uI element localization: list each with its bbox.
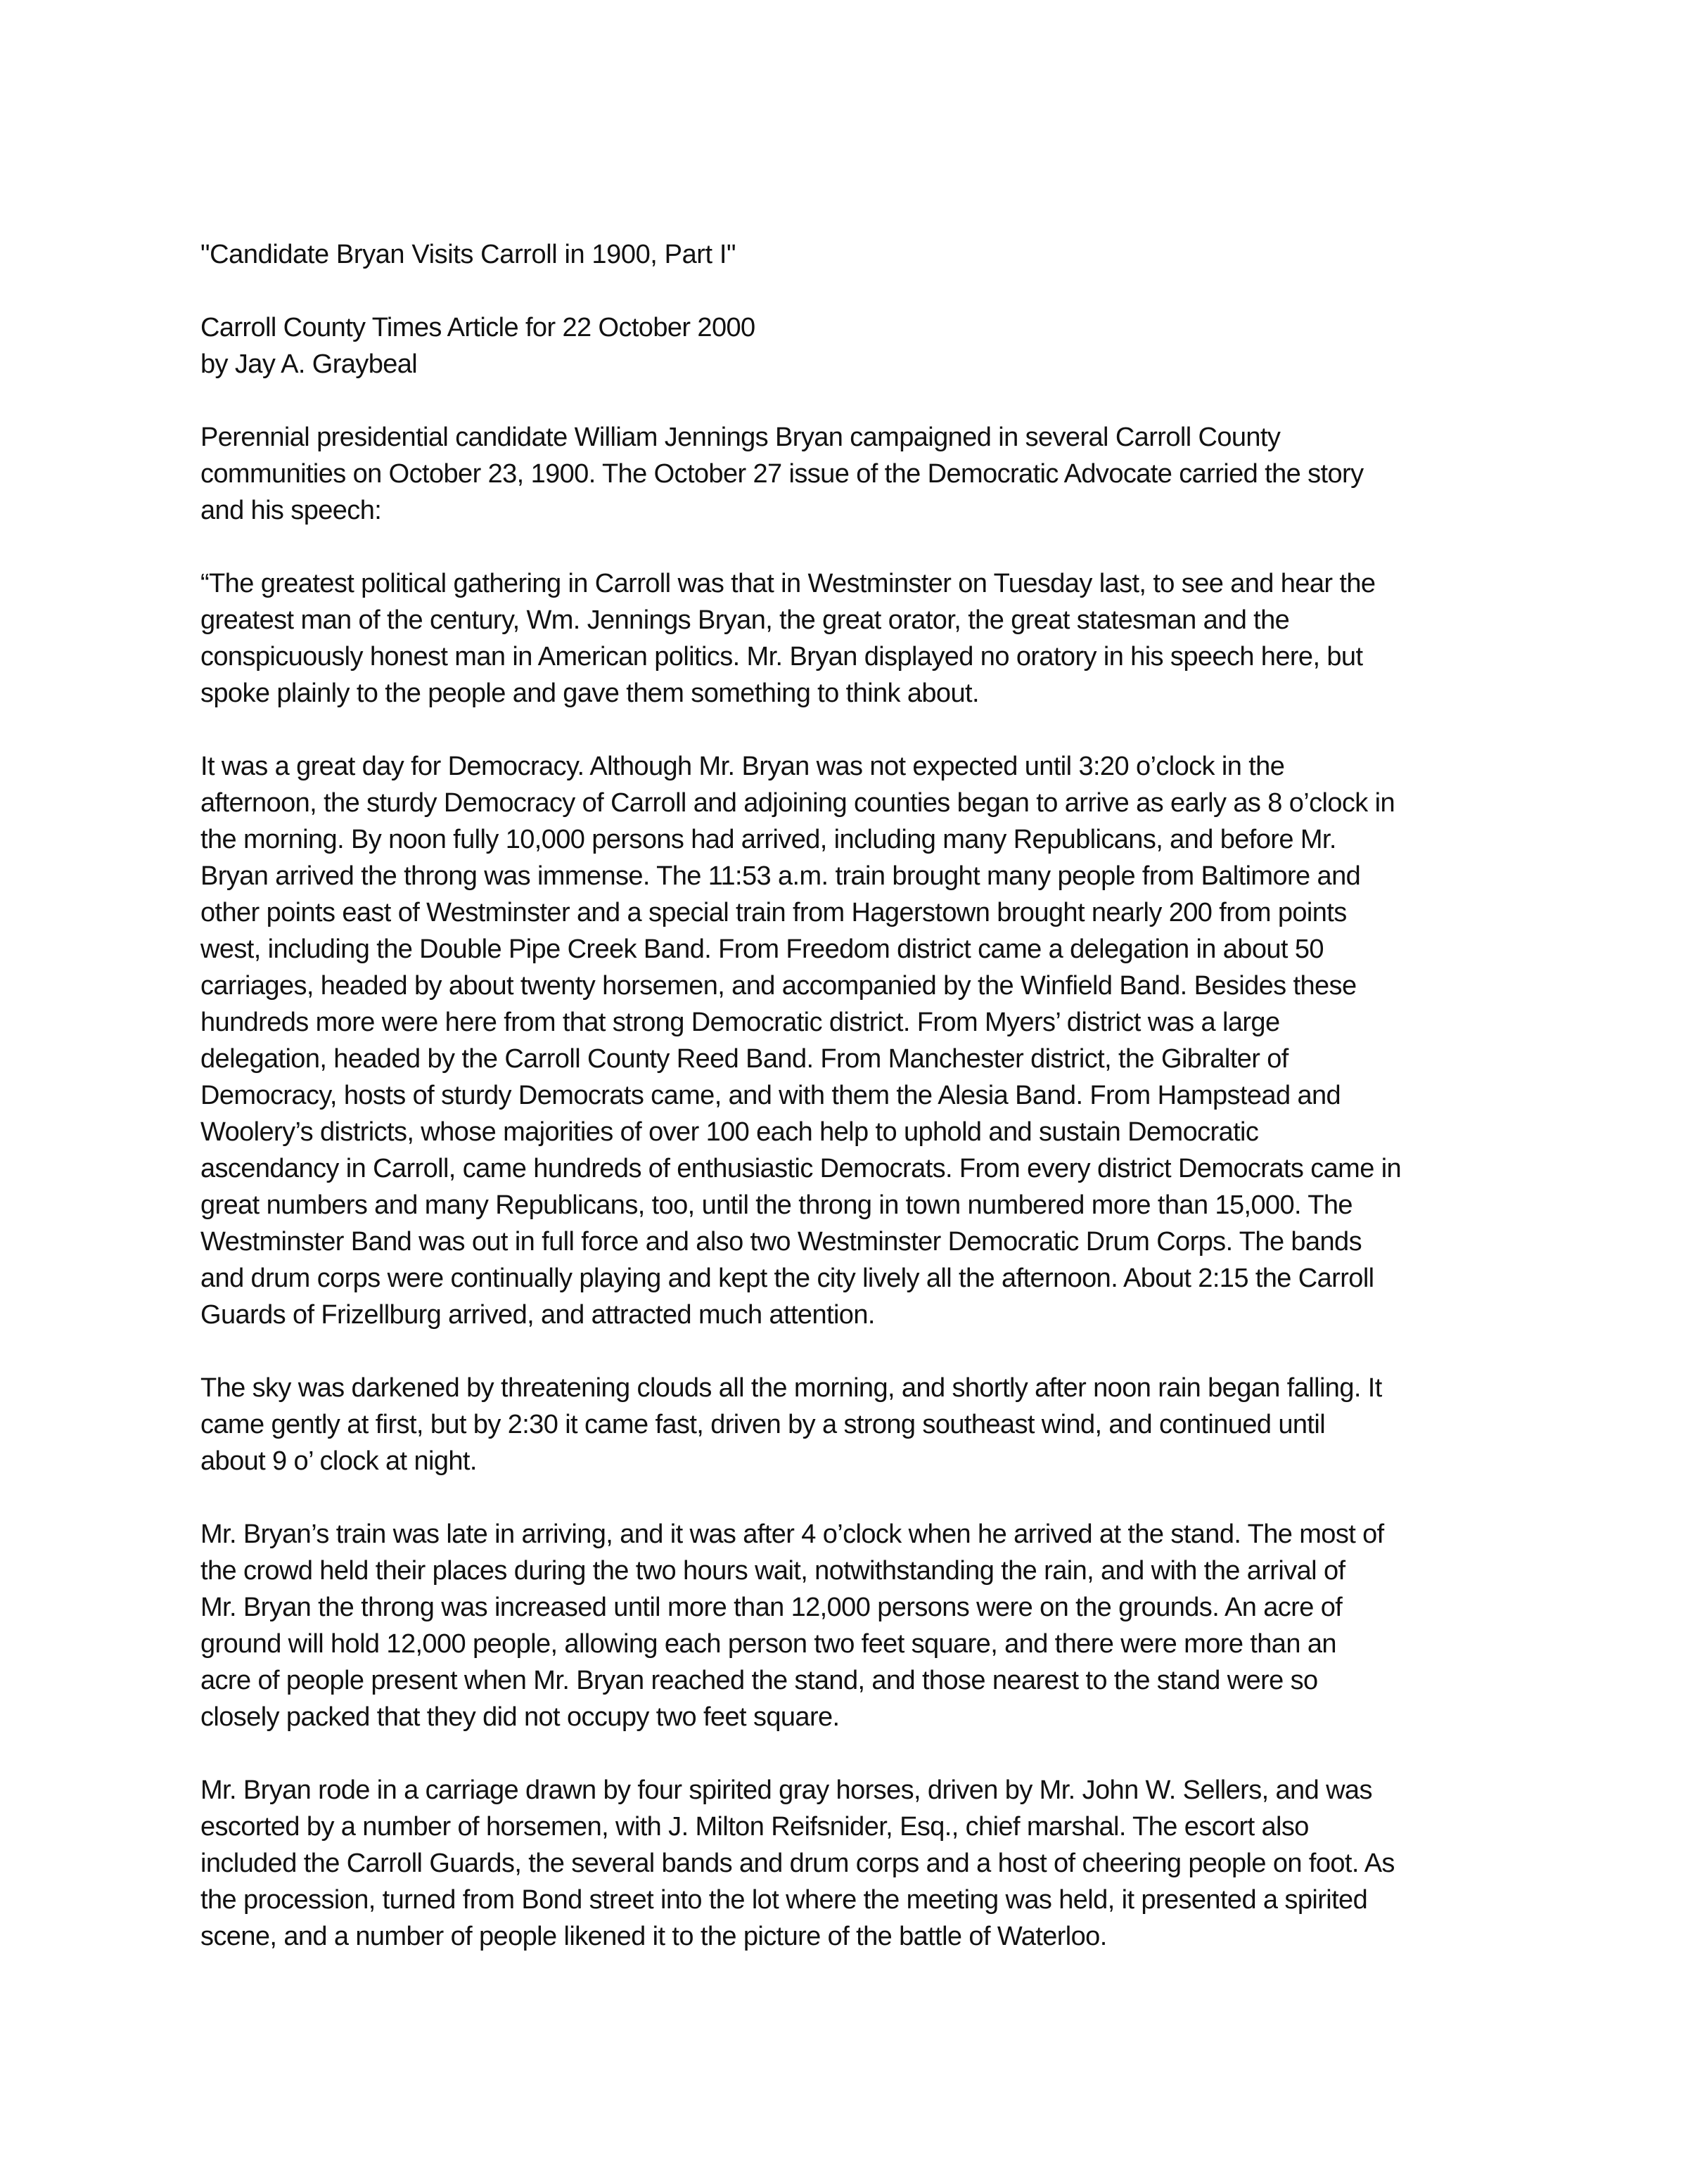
spacer [200,712,1523,748]
text-line: Mr. Bryan’s train was late in arriving, and it was after 4 o’clock when he arrived at the stand. The most of [200,1520,1384,1549]
text-line: Guards of Frizellburg arrived, and attracted much attention. [200,1300,875,1330]
paragraph-arrival [200,1516,1523,1735]
text-line: the morning. By noon fully 10,000 persons had arrived, including many Republicans, and before Mr. [200,825,1336,854]
paragraph-great-day [200,748,1523,1333]
text-line: closely packed that they did not occupy two feet square. [200,1702,840,1732]
text-line: included the Carroll Guards, the several bands and drum corps and a host of cheering people on foot. As [200,1849,1395,1878]
paragraph-intro [200,419,1523,529]
text-line: other points east of Westminster and a special train from Hagerstown brought nearly 200 from points [200,898,1347,927]
text-line: the crowd held their places during the two hours wait, notwithstanding the rain, and with the arrival of [200,1556,1345,1586]
spacer [200,1735,1523,1772]
paragraph-procession [200,1772,1523,1955]
text-line: “The greatest political gathering in Carroll was that in Westminster on Tuesday last, to see and hear the [200,569,1376,598]
text-line: and his speech: [200,496,382,525]
text-line: ground will hold 12,000 people, allowing each person two feet square, and there were more than an [200,1629,1336,1659]
text-line: ascendancy in Carroll, came hundreds of enthusiastic Democrats. From every district Democrats came in [200,1154,1402,1183]
text-line: spoke plainly to the people and gave them something to think about. [200,679,979,708]
text-line: and drum corps were continually playing and kept the city lively all the afternoon. About 2:15 the Carroll [200,1264,1374,1293]
spacer [200,273,1523,309]
text-line: Mr. Bryan rode in a carriage drawn by four spirited gray horses, driven by Mr. John W. Sellers, and was [200,1775,1372,1805]
text-line: scene, and a number of people likened it to the picture of the battle of Waterloo. [200,1922,1107,1951]
text-line: afternoon, the sturdy Democracy of Carroll and adjoining counties began to arrive as early as 8 o’clock in [200,788,1395,818]
article-title-block [200,236,1523,273]
article-byline: by Jay A. Graybeal [200,349,418,379]
paragraph-quote-opening [200,565,1523,712]
text-line: greatest man of the century, Wm. Jennings Bryan, the great orator, the great statesman and the [200,605,1290,635]
article-meta [200,309,1523,383]
text-line: hundreds more were here from that strong Democratic district. From Myers’ district was a large [200,1008,1280,1037]
spacer [200,1479,1523,1516]
text-line: Westminster Band was out in full force and also two Westminster Democratic Drum Corps. The bands [200,1227,1362,1257]
spacer [200,383,1523,419]
text-line: Mr. Bryan the throng was increased until more than 12,000 persons were on the grounds. An acre of [200,1593,1343,1622]
document-page [200,236,1523,1955]
text-line: great numbers and many Republicans, too, until the throng in town numbered more than 15,000. The [200,1190,1353,1220]
text-line: the procession, turned from Bond street into the lot where the meeting was held, it presented a spirited [200,1885,1368,1915]
text-line: about 9 o’ clock at night. [200,1446,477,1476]
text-line: came gently at first, but by 2:30 it came fast, driven by a strong southeast wind, and continued until [200,1410,1326,1439]
text-line: communities on October 23, 1900. The October 27 issue of the Democratic Advocate carried the story [200,459,1364,489]
text-line: carriages, headed by about twenty horsemen, and accompanied by the Winfield Band. Besides these [200,971,1357,1001]
text-line: The sky was darkened by threatening clouds all the morning, and shortly after noon rain began falling. It [200,1373,1382,1403]
text-line: Democracy, hosts of sturdy Democrats came, and with them the Alesia Band. From Hampstead and [200,1081,1341,1110]
text-line: It was a great day for Democracy. Although Mr. Bryan was not expected until 3:20 o’clock in the [200,752,1285,781]
text-line: acre of people present when Mr. Bryan reached the stand, and those nearest to the stand were so [200,1666,1318,1695]
spacer [200,1333,1523,1370]
text-line: Perennial presidential candidate William Jennings Bryan campaigned in several Carroll County [200,423,1281,452]
text-line: delegation, headed by the Carroll County Reed Band. From Manchester district, the Gibralter of [200,1044,1289,1074]
text-line: conspicuously honest man in American politics. Mr. Bryan displayed no oratory in his speech here, but [200,642,1363,672]
text-line: Woolery’s districts, whose majorities of over 100 each help to uphold and sustain Democratic [200,1117,1259,1147]
article-title: "Candidate Bryan Visits Carroll in 1900, Part I" [200,240,736,269]
paragraph-weather [200,1370,1523,1479]
text-line: west, including the Double Pipe Creek Band. From Freedom district came a delegation in about 50 [200,934,1324,964]
text-line: Bryan arrived the throng was immense. The 11:53 a.m. train brought many people from Baltimore and [200,861,1361,891]
article-source: Carroll County Times Article for 22 October 2000 [200,313,755,342]
text-line: escorted by a number of horsemen, with J. Milton Reifsnider, Esq., chief marshal. The escort also [200,1812,1309,1842]
spacer [200,529,1523,565]
